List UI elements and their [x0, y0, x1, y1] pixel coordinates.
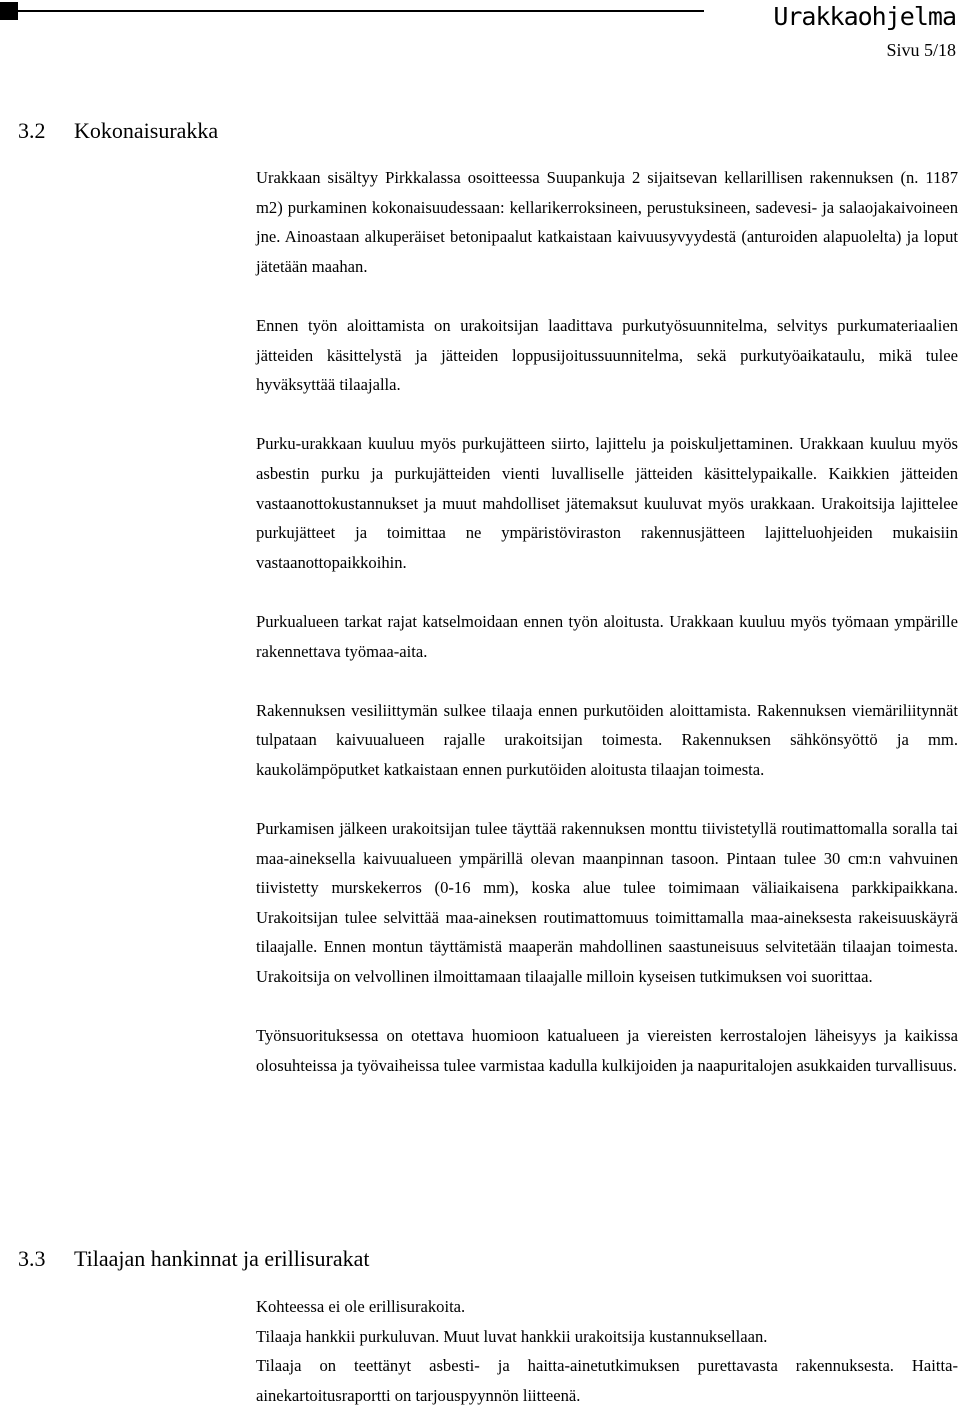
paragraph-plans: Ennen työn aloittamista on urakoitsijan laadittava purkutyösuunnitelma, selvitys purkumateriaalien jätteiden käsittelystä ja jätteiden loppusijoitussuunnitelma, sekä purkutyöaikataulu, mikä tulee hyväksyttää tilaajalla.	[256, 315, 958, 395]
paragraph-line: Tilaaja on teettänyt asbesti- ja haitta-ainetutkimuksen purettavasta rakennuksesta. Haitta-ainekartoitusraportti on tarjouspyynnön liitteenä.	[256, 1356, 958, 1405]
section-number: 3.3	[18, 1246, 46, 1271]
paragraph-boundaries: Purkualueen tarkat rajat katselmoidaan ennen työn aloitusta. Urakkaan kuuluu myös työmaan ympärille rakennettava työmaa-aita.	[256, 611, 958, 661]
paragraph-backfill: Purkamisen jälkeen urakoitsijan tulee täyttää rakennuksen monttu tiivistetyllä routimattomalla soralla tai maa-aineksella kaivuualueen ympärillä olevan maanpinnan tasoon. Pintaan tulee 30 cm:n vahvuinen tiivistetty murskekerros (0-16 mm), koska alue tulee toimimaan väliaikaisena parkkipaikkana. Urakoitsijan tulee selvittää maa-aineksen routimattomuus toimittamalla maa-aineksesta rakeisuuskäyrä tilaajalle. Ennen montun täyttämistä maaperän mahdollinen saastuneisuus selvitetään tilaajan toimesta. Urakoitsija on velvollinen ilmoittamaan tilaajalle milloin kyseisen tutkimuksen voi suorittaa.	[256, 819, 958, 987]
section-title: Tilaajan hankinnat ja erillisurakat	[74, 1246, 370, 1271]
section-heading-3-3	[18, 1246, 370, 1272]
page-number: Sivu 5/18	[886, 40, 956, 60]
section-body-3-3	[256, 1292, 958, 1410]
section-number: 3.2	[18, 118, 46, 143]
paragraph-scope: Urakkaan sisältyy Pirkkalassa osoitteessa Suupankuja 2 sijaitsevan kellarillisen rakennuksen (n. 1187 m2) purkaminen kokonaisuudessaan: kellarikerroksineen, perustuksineen, sadevesi- ja salaojakaivoineen jne. Ainoastaan alkuperäiset betonipaalut katkaistaan kaivuusyvyydestä (anturoiden alapuolelta) ja loput jätetään maahan.	[256, 168, 958, 276]
header-square-mark	[0, 2, 18, 20]
paragraph-utilities: Rakennuksen vesiliittymän sulkee tilaaja ennen purkutöiden aloittamista. Rakennuksen viemäriliitynnät tulpataan kaivuualueen rajalle urakoitsijan toimesta. Rakennuksen sähkönsyöttö ja mm. kaukolämpöputket katkaistaan ennen purkutöiden aloitusta tilaajan toimesta.	[256, 700, 958, 779]
section-heading-3-2	[18, 118, 218, 144]
section-body-3-2	[256, 163, 958, 1080]
header-rule	[18, 10, 704, 12]
paragraph-line: Kohteessa ei ole erillisurakoita.	[256, 1297, 466, 1316]
paragraph-waste: Purku-urakkaan kuuluu myös purkujätteen siirto, lajittelu ja poiskuljettaminen. Urakkaan kuuluu myös asbestin purku ja purkujätteiden vienti luvalliselle jätteiden käsittelypaikalle. Kaikkien jätteiden vastaanottokustannukset ja muut mahdolliset jätemaksut kuuluvat myös urakkaan. Urakoitsija lajittelee purkujätteet ja toimittaa ne ympäristöviraston rakennusjätteen lajitteluohjeiden mukaisiin vastaanottopaikkoihin.	[256, 434, 958, 572]
paragraph-safety: Työnsuorituksessa on otettava huomioon katualueen ja viereisten kerrostalojen läheisyys ja kaikissa olosuhteissa ja työvaiheissa tulee varmistaa kadulla kulkijoiden ja naapuritalojen asukkaiden turvallisuus.	[256, 1026, 958, 1075]
section-title: Kokonaisurakka	[74, 118, 219, 143]
paragraph-line: Tilaaja hankkii purkuluvan. Muut luvat hankkii urakoitsija kustannuksellaan.	[256, 1326, 768, 1346]
document-title: Urakkaohjelma	[773, 2, 956, 31]
